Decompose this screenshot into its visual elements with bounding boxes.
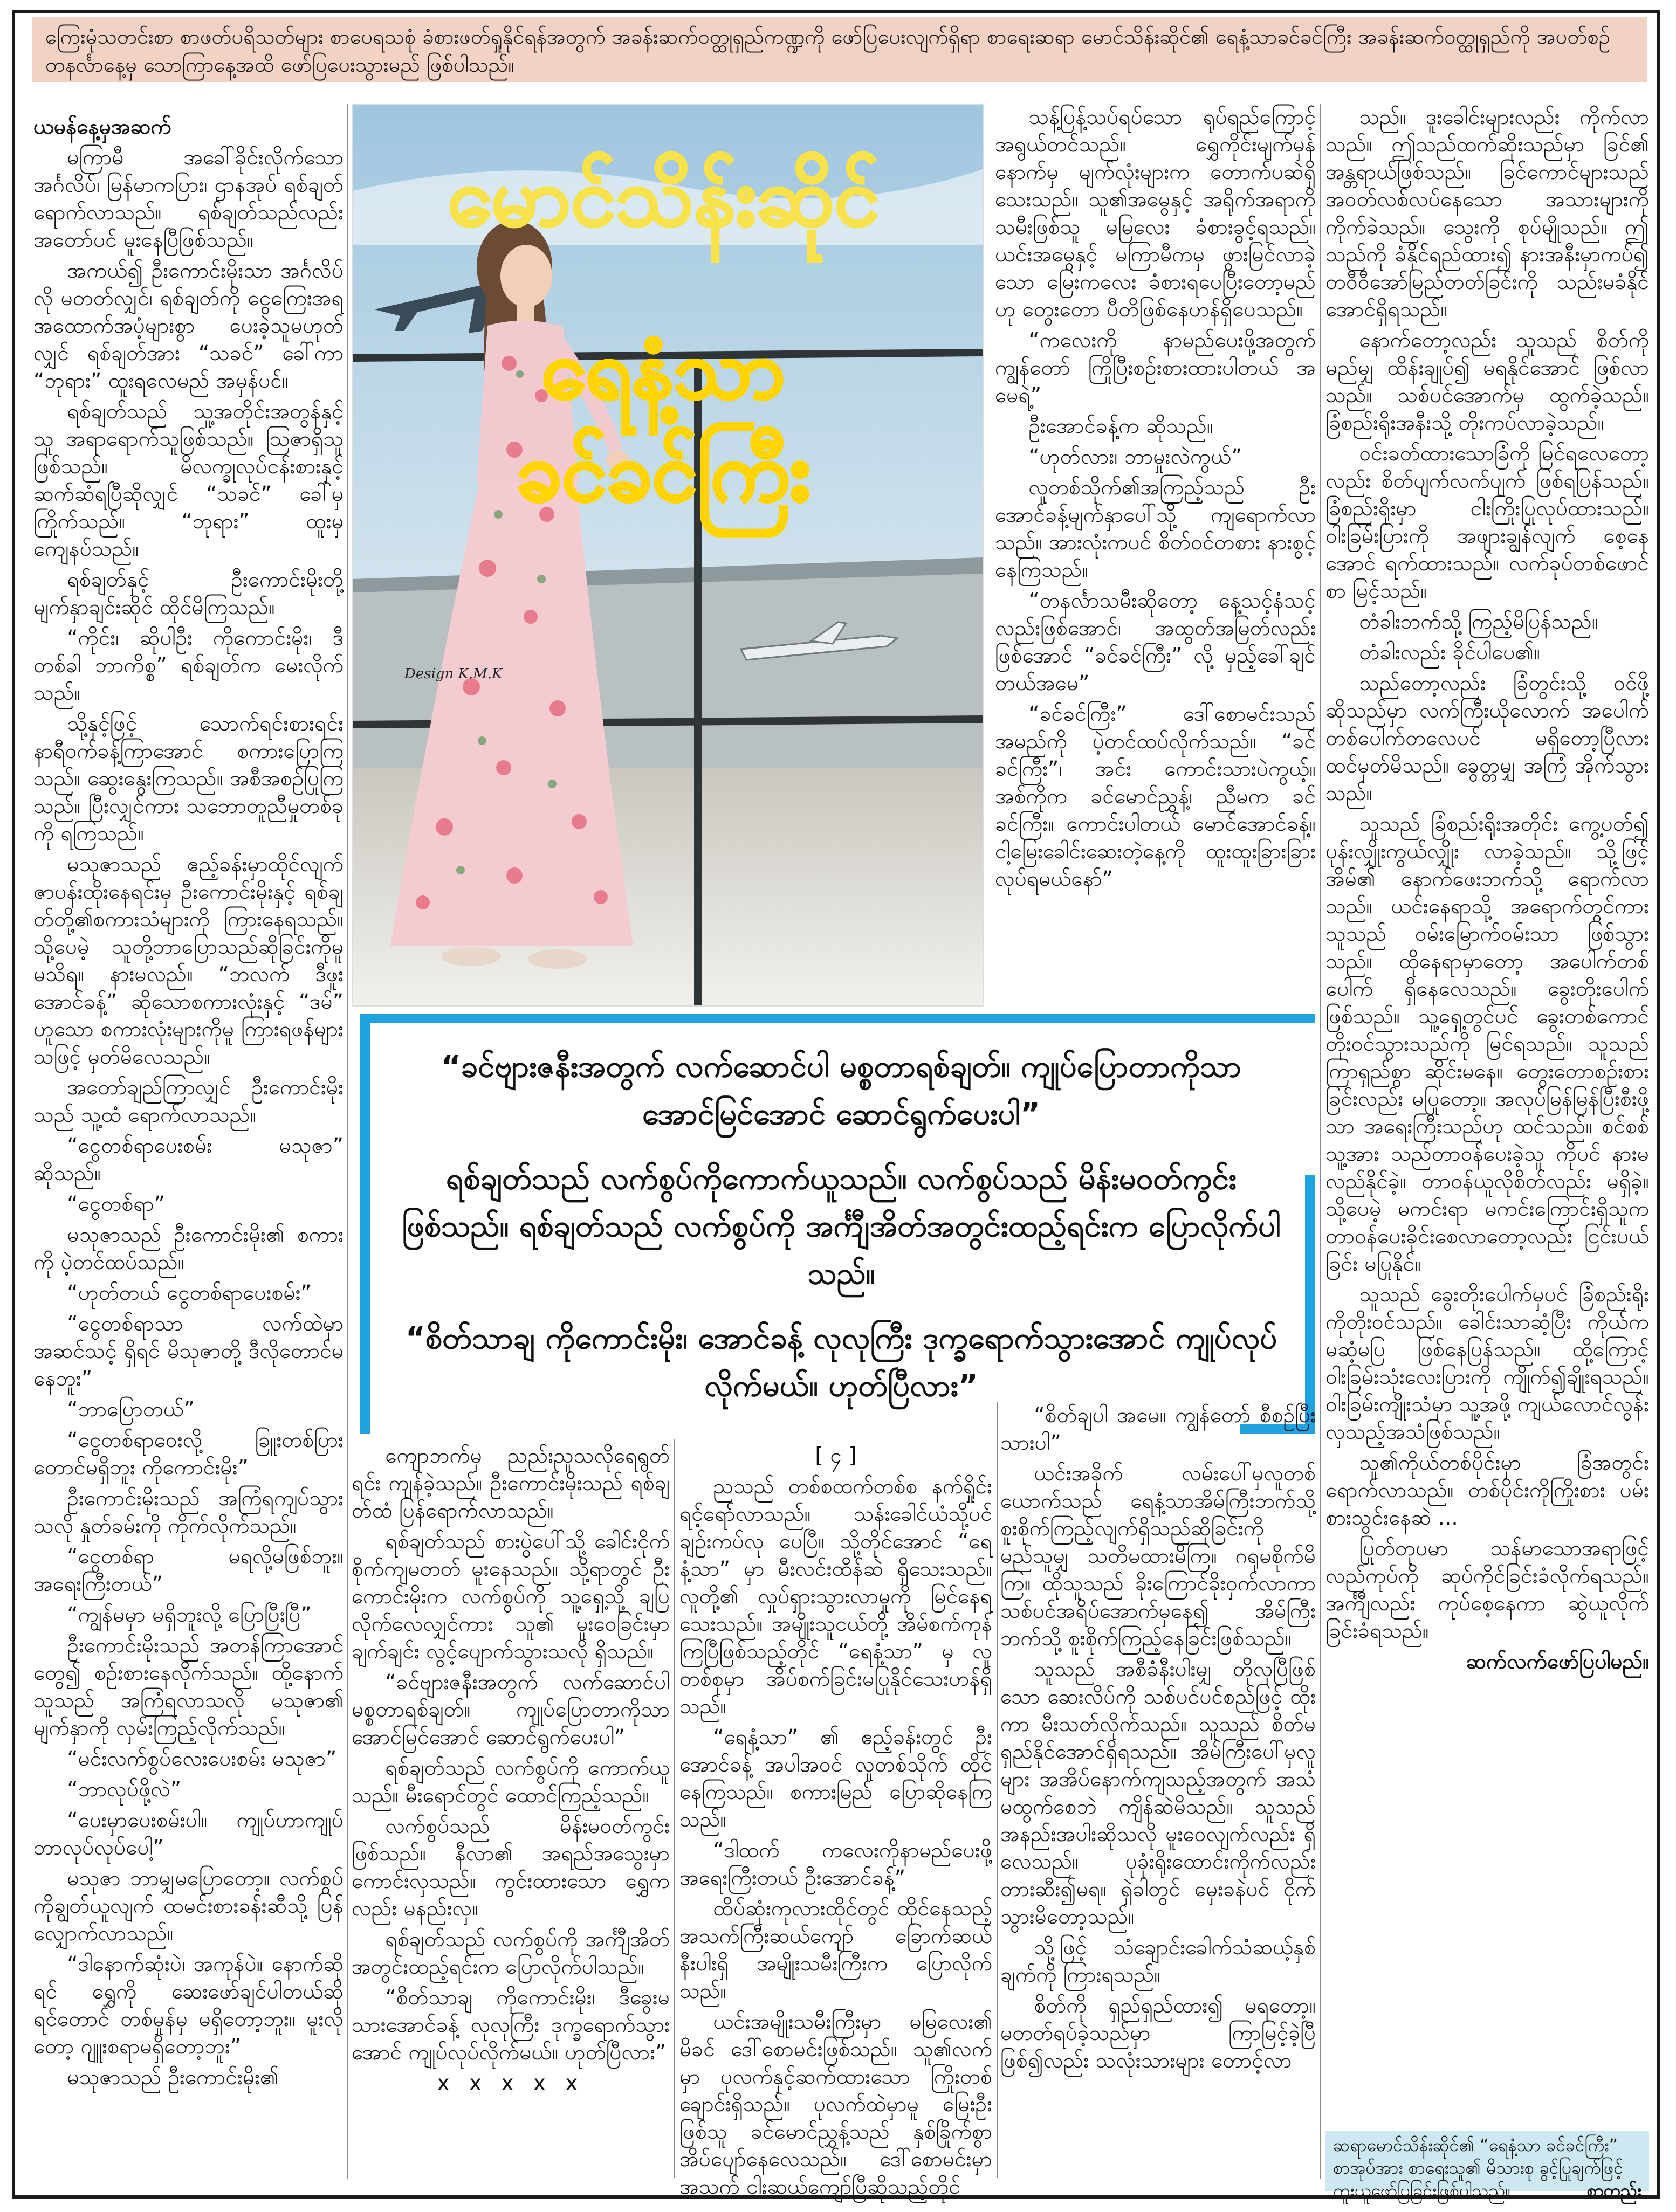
body-paragraph: အကယ်၍ ဦးကောင်းမိုးသာ အင်္ဂလိပ်လို မတတ်လျှင်၊ ရစ်ချတ်ကို ငွေကြေးအရ အထောက်အပံ့များစွာ ပေးခဲ့သူမဟုတ်လျှင် ရစ်ချတ်အား “သခင်” ခေါ်ကာ “ဘုရား” ထူးရလေမည် အမှန်ပင်။	[33, 259, 344, 393]
body-paragraph: “ရေနံ့သာ” ၏ ဧည့်ခန်းတွင် ဦးအောင်ခန့် အပါအဝင် လူတစ်သိုက် ထိုင်နေကြသည်။ စကားမြည် ပြောဆိုနေကြသည်။	[679, 1725, 992, 1832]
column-divider	[347, 104, 348, 2179]
source-note	[1325, 2131, 1649, 2201]
body-paragraph: “တနင်္လာသမီးဆိုတော့ နေ့သင့်နံသင့်လည်းဖြစ်အောင်၊ အထွတ်အမြတ်လည်း ဖြစ်အောင် “ခင်ခင်ကြီး” လို့ မှည့်ခေါ်ချင်တယ်အမေ”	[995, 589, 1316, 695]
body-paragraph: ဦးကောင်းမိုးသည် အကြံရကျပ်သွားသလို နှုတ်ခမ်းကို ကိုက်လိုက်သည်။	[33, 1486, 344, 1538]
pull-quote-line: ရစ်ချတ်သည် လက်စွပ်ကိုကောက်ယူသည်။ လက်စွပ်သည် မိန်းမဝတ်ကွင်းဖြစ်သည်။ ရစ်ချတ်သည် လက်စွပ်ကို အင်္ကျီအိတ်အတွင်းထည့်ရင်းက ပြောလိုက်ပါသည်။	[402, 1161, 1281, 1291]
body-paragraph: “ငွေတစ်ရာ မရလို့မဖြစ်ဘူး။ အရေးကြီးတယ်”	[33, 1545, 344, 1596]
body-paragraph: မသုဇာ ဘာမျှမပြောတော့။ လက်စွပ်ကိုချွတ်ယူလျက် ထမင်းစားခန်းဆီသို့ ပြန်လျှောက်လာသည်။	[33, 1866, 344, 1946]
body-paragraph: “ဘာလုပ်ဖို့လဲ”	[67, 1777, 182, 1802]
body-paragraph: ဦးကောင်းမိုးသည် အတန်ကြာအောင် တွေ၍ စဉ်းစားနေလိုက်သည်။ ထို့နောက် သူသည် အကြံရလာသလို မသုဇာ၏ မျက်နှာကို လှမ်းကြည့်လိုက်သည်။	[33, 1634, 344, 1740]
body-paragraph: “ဟုတ်လား၊ ဘာမှုးလဲကွယ်”	[1028, 445, 1242, 469]
title-line-2: ခင်ခင်ကြီး	[516, 424, 810, 519]
body-paragraph: မကြာမီ အခေါ်ခိုင်းလိုက်သော အင်္ဂလိပ်၊ မြန်မာကပြား၊ ဌာနအုပ် ရစ်ချတ် ရောက်လာသည်။ ရစ်ချတ်သည်လည်း အတော်ပင် မူးနေပြီဖြစ်သည်။	[33, 146, 344, 252]
body-paragraph: “ကလေးကို နာမည်ပေးဖို့အတွက် ကျွန်တော် ကြိုပြီးစဉ်းစားထားပါတယ် အမေရဲ့”	[995, 328, 1316, 408]
body-paragraph: “စိတ်ချပါ အမေ။ ကျွန်တော် စီစဉ်ပြီးသားပါ”	[1000, 1403, 1316, 1455]
body-paragraph: “ပေးမှာပေးစမ်းပါ။ ကျုပ်ဟာကျုပ် ဘာလုပ်လုပ်ပေါ့”	[33, 1808, 344, 1860]
body-paragraph: သို့နှင့်ဖြင့် သောက်ရင်းစားရင်း နာရီဝက်ခန့်ကြာအောင် စကားပြောကြသည်။ ဆွေးနွေးကြသည်။ အစီအစဉ်ပြုကြသည်။ ပြီးလျှင်ကား သဘောတူညီမှုတစ်ခုကို ရကြသည်။	[33, 712, 344, 846]
column-1	[33, 113, 344, 2183]
column-2-bottom	[352, 1442, 670, 2183]
source-note-text: ဆရာမောင်သိန်းဆိုင်၏ “ရေနံ့သာ ခင်ခင်ကြီး” စာအုပ်အား စာရေးသူ၏ မိသားစု ခွင့်ပြုချက်ဖြင့် ကူးယူဖော်ပြခြင်းဖြစ်ပါသည်။	[1333, 2135, 1624, 2201]
body-paragraph: ကျောဘက်မှ ညည်းညူသလိုရေရွတ်ရင်း ကျန်ခဲ့သည်။ ဦးကောင်းမိုးသည် ရစ်ချတ်ထံ ပြန်ရောက်လာသည်။	[352, 1444, 670, 1523]
column-5	[1325, 104, 1649, 2123]
column-3-top	[995, 104, 1316, 1009]
body-paragraph: “ကျွန်မမှာ မရှိဘူးလို့ ပြောပြီးပြီ”	[67, 1603, 312, 1627]
body-paragraph: ရစ်ချတ်သည် လက်စွပ်ကို အင်္ကျီအိတ်အတွင်းထည့်ရင်းက ပြောလိုက်ပါသည်။	[352, 1927, 670, 1979]
body-paragraph: ယင်းအမျိုးသမီးကြီးမှာ မမြလေး၏ မိခင် ဒေါ်စောမင်းဖြစ်သည်။ သူ၏လက်မှာ ပုလက်နှင့်ဆက်ထားသော ကြိုးတစ်ချောင်းရှိသည်။ ပုလက်ထဲမှာမူ မြေးဦး ဖြစ်သူ ခင်မောင်ညွှန့်သည် နှစ်ခြိုက်စွာ အိပ်ပျော်နေလေသည်။ ဒေါ်စောမင်းမှာ အသက် ငါးဆယ်ကျော်ပြီဆိုသည့်တိုင်	[679, 2010, 992, 2199]
body-paragraph: “ဘာပြောတယ်”	[67, 1397, 195, 1422]
body-paragraph: “ငွေတစ်ရာပေးစမ်း မသုဇာ” ဆိုသည်။	[33, 1134, 344, 1186]
body-paragraph: ယင်းအခိုက် လမ်းပေါ်မှလူတစ်ယောက်သည် ရေနံ့သာအိမ်ကြီးဘက်သို့ စူးစိုက်ကြည့်လျက်ရှိသည်ဆိုခြင်းကို မည်သူမျှ သတိမထားမိကြ။ ဂရုမစိုက်မိကြ။ ထိုသူသည် ခိုးကြောင်ခိုးဝှက်လာကာ သစ်ပင်အရိပ်အောက်မှနေ၍ အိမ်ကြီးဘက်သို့ စူးစိုက်ကြည့်နေခြင်းဖြစ်သည်။	[1000, 1462, 1316, 1651]
illustration-credit: Design K.M.K	[404, 666, 503, 682]
body-paragraph: “စိတ်သာချ ကိုကောင်းမိုး၊ ဒီခွေးမသားအောင်ခန့် လုလုကြီး ဒုက္ခရောက်သွားအောင် ကျုပ်လုပ်လိုက်မယ်။ ဟုတ်ပြီလား”	[352, 1986, 670, 2065]
body-paragraph: တံခါးလည်း ခိုင်ပါပေ၏။	[1359, 640, 1541, 665]
body-paragraph: သည်။ ဒူးခေါင်းများလည်း ကိုက်လာသည်။ ဤသည်ထက်ဆိုးသည်မှာ ခြင်၏ အန္တရာယ်ဖြစ်သည်။ ခြင်ကောင်များသည် အဝတ်လစ်လပ်နေသော အသားများကို ကိုက်ခဲသည်။ သွေးကို စုပ်မျိုသည်။ ဤသည်ကို ခံနိုင်ရည်ထား၍ နားအနီးမှာကပ်၍ တဝီဝီအော်မြည်တတ်ခြင်းကို သည်းမခံနိုင်အောင်ရှိရသည်။	[1325, 105, 1649, 322]
body-paragraph: ညသည် တစ်စထက်တစ်စ နက်ရှိုင်းရင့်ရော်လာသည်။ သန်းခေါင်ယံသို့ပင် ချဉ်းကပ်လု ပေပြီ။ သို့တိုင်အောင် “ရေနံ့သာ” မှာ မီးလင်းထိန်ဆဲ ရှိသေးသည်။ လူတို့၏ လှုပ်ရှားသွားလာမှုကို မြင်နေရသေးသည်။ အမျိုးသူငယ်တို့ အိမ်စက်ကုန်ကြပြီဖြစ်သည့်တိုင် “ရေနံ့သာ” မှ လူတစ်စုမှာ အိပ်စက်ခြင်းမပြုနိုင်သေးဟန်ရှိသည်။	[679, 1474, 992, 1719]
column-divider	[997, 1402, 998, 2178]
pull-quote-frame-right	[1305, 1175, 1315, 1434]
story-title	[377, 146, 949, 523]
body-paragraph: လက်စွပ်သည် မိန်းမဝတ်ကွင်းဖြစ်သည်။ နီလာ၏ အရည်အသွေးမှာ ကောင်းလှသည်။ ကွင်းထားသော ရွှေကလည်း မနည်းလှ။	[352, 1814, 670, 1921]
body-paragraph: သူသည် အစီခံနီးပါးမျှ တိုလှပြီဖြစ်သော ဆေးလိပ်ကို သစ်ပင်ပင်စည်ဖြင့် ထိုးကာ မီးသတ်လိုက်သည်။ သူသည် စိတ်မရှည်နိုင်အောင်ရှိရသည်။ အိမ်ကြီးပေါ်မှလူများ အအိပ်နောက်ကျသည့်အတွက် အသံမထွက်စေဘဲ ကျိန်ဆဲမိသည်။ သူသည် အနည်းအပါးဆိုသလို မူးဝေလျက်လည်း ရှိလေသည်။ ပုခုံးရိုးထောင်းကိုက်လည်း တားဆီး၍မရ။ ရှဲခါတွင် မှေးခနဲပင် ငိုက်သွားမိတော့သည်။	[1000, 1657, 1316, 1929]
body-paragraph: “ငွေတစ်ရာသာ လက်ထဲမှာအဆင်သင့် ရှိရင် မိသုဇာတို့ ဒီလိုတောင်မနေဘူး”	[33, 1312, 344, 1391]
pull-quote-line: “ခင်ဗျားဇနီးအတွက် လက်ဆောင်ပါ မစ္စတာရစ်ချတ်။ ကျုပ်ပြောတာကိုသာ အောင်မြင်အောင် ဆောင်ရွက်ပေးပါ”	[441, 1049, 1242, 1132]
body-paragraph: ဝင်းခတ်ထားသောခြံကို မြင်ရလေတော့လည်း စိတ်ပျက်လက်ပျက် ဖြစ်ရပြန်သည်။ ခြံစည်းရိုးမှာ ငါးကြိုးပြုလုပ်ထားသည်။ ဝါးခြမ်းပြားကို အဖျားချွန်လျက် စေ့နေအောင် ရက်ထားသည်။ လက်ခုပ်တစ်ဖောင်စာ မြင့်သည်။	[1325, 442, 1649, 603]
body-paragraph: ရစ်ချတ်သည် စားပွဲပေါ်သို့ ခေါင်းငိုက်စိုက်ကျမတတ် မူးနေသည်။ သို့ရာတွင် ဦးကောင်းမိုးက လက်စွပ်ကို သူ့ရှေ့သို့ ချပြလိုက်လေလျှင်ကား သူ၏ မူးဝေခြင်းမှာ ချက်ချင်း လွင့်ပျောက်သွားသလို ရှိသည်။	[352, 1529, 670, 1664]
body-paragraph: သို့ဖြင့် သံချောင်းခေါက်သံဆယ့်နှစ်ချက်ကို ကြားရသည်။	[1000, 1935, 1316, 1987]
author-title: မောင်သိန်းဆိုင်	[447, 149, 880, 244]
column-3-bottom	[679, 1442, 992, 2199]
body-paragraph: x x x x x	[437, 2071, 585, 2096]
body-paragraph: ဦးအောင်ခန့်က ဆိုသည်။	[1028, 414, 1213, 438]
body-paragraph: သူ၏ကိုယ်တစ်ပိုင်းမှာ ခြံအတွင်း ရောက်လာသည်။ တစ်ပိုင်းကိုကြိုးစား ပမ်းစားသွင်းနေဆဲ ...	[1325, 1451, 1649, 1530]
body-paragraph: “ခင်ဗျားဇနီးအတွက် လက်ဆောင်ပါ မစ္စတာရစ်ချတ်။ ကျုပ်ပြောတာကိုသာ အောင်မြင်အောင် ဆောင်ရွက်ပေးပါ”	[352, 1670, 670, 1749]
body-paragraph: “မင်းလက်စွပ်လေးပေးစမ်း မသုဇာ”	[67, 1747, 337, 1771]
body-paragraph: ရစ်ချတ်သည် လက်စွပ်ကို ကောက်ယူသည်။ မီးရောင်တွင် ထောင်ကြည့်သည်။	[352, 1756, 670, 1808]
body-paragraph: “ကိုင်း၊ ဆိုပါဦး ကိုကောင်းမိုး၊ ဒီတစ်ခါ ဘာကိစ္စ” ရစ်ချတ်က မေးလိုက်သည်။	[33, 626, 344, 705]
body-paragraph: “ငွေတစ်ရာ”	[67, 1192, 165, 1216]
editor-signature: စာတည်း	[1586, 2180, 1641, 2201]
column-divider	[674, 1439, 675, 2178]
body-paragraph: တံခါးဘက်သို့ ကြည့်မိပြန်သည်။	[1359, 610, 1598, 634]
intro-banner: ကြေးမုံသတင်းစာ စာဖတ်ပရိသတ်များ စာပေရသစုံ ခံစားဖတ်ရှုနိုင်ရန်အတွက် အခန်းဆက်ဝတ္ထုရှည်ကဏ္ဍကို ဖော်ပြပေးလျက်ရှိရာ စာရေးဆရာ မောင်သိန်းဆိုင်၏ ရေနံ့သာခင်ခင်ကြီး အခန်းဆက်ဝတ္ထုရှည်ကို အပတ်စဉ် တနင်္လာနေ့မှ သောကြာနေ့အထိ ဖော်ပြပေးသွားမည် ဖြစ်ပါသည်။	[32, 17, 1647, 82]
body-paragraph: သည်တော့လည်း ခြံတွင်းသို့ ဝင်ဖို့ ဆိုသည်မှာ လက်ကြီးယိုလောက် အပေါက်တစ်ပေါက်တလေပင် မရှိတော့ပြီလား ထင်မှတ်မိသည်။ ခွေတ္တမျှ အကြံ အိုက်သွားသည်။	[1325, 671, 1649, 805]
column-4-bottom	[1000, 1402, 1316, 2183]
body-paragraph: နောက်တော့လည်း သူသည် စိတ်ကို မည်မျှ ထိန်းချုပ်၍ မရနိုင်အောင် ဖြစ်လာသည်။ သစ်ပင်အောက်မှ ထွက်ခဲ့သည်။ ခြံစည်းရိုးအနီးသို့ တိုးကပ်လာခဲ့သည်။	[1325, 328, 1649, 435]
body-paragraph: “ဟုတ်တယ် ငွေတစ်ရာပေးစမ်း”	[67, 1281, 312, 1305]
title-line-1: ရေနံ့သာ	[541, 322, 785, 417]
body-paragraph: လူတစ်သိုက်၏အကြည့်သည် ဦးအောင်ခန့်မျက်နှာပေါ်သို့ ကျရောက်လာသည်။ အားလုံးကပင် စိတ်ဝင်တစား နားစွင့်နေကြသည်။	[995, 476, 1316, 582]
body-paragraph: “ဒါနောက်ဆုံးပဲ၊ အကုန်ပဲ။ နောက်ဆိုရင် ရွှေကို ဆေးဖော်ချင်ပါတယ်ဆိုရင်တောင် တစ်မှုန်မှ မရှိတော့ဘူး။ မူးလိုတော့ ဂျူးစရာမရှိတော့ဘူး”	[33, 1952, 344, 2059]
body-paragraph: မသုဇာသည် ဦးကောင်းမိုး၏ စကားကို ပဲ့တင်ထပ်သည်။	[33, 1223, 344, 1274]
pull-quote-line: “စိတ်သာချ ကိုကောင်းမိုး၊ အောင်ခန့် လုလုကြီး ဒုက္ခရောက်သွားအောင် ကျုပ်လုပ်လိုက်မယ်။ ဟုတ်ပြီလား”	[405, 1321, 1277, 1403]
body-paragraph: စိတ်ကို ရှည်ရှည်ထား၍ မရတော့။ မတတ်ရပ်ခဲ့သည်မှာ ကြာမြင့်ခဲ့ပြီဖြစ်၍လည်း သလုံးသားများ တောင့်လာ	[1000, 1994, 1316, 2073]
body-paragraph: “ဒါထက် ကလေးကိုနာမည်ပေးဖို့ အရေးကြီးတယ် ဦးအောင်ခန့်”	[679, 1838, 992, 1890]
body-paragraph: သန့်ပြန့်သပ်ရပ်သော ရုပ်ရည်ကြောင့် အရွယ်တင်သည်။ ရွှေကိုင်းမျက်မှန်နောက်မှ မျက်လုံးများက တောက်ပဆဲရှိသေးသည်။ သူ၏အမွေနှင့် အရိုက်အရာကို သမီးဖြစ်သူ မမြလေး ခံစားခွင့်ရသည်။ ယင်းအမွေနှင့် မကြာမီကမှ ဖွားမြင်လာခဲ့သော မြေးကလေး ခံစားရပေပြီးတော့မည်ဟု တွေးတော ပီတိဖြစ်နေဟန်ရှိပေသည်။	[995, 105, 1316, 322]
body-paragraph: ထိပ်ဆုံးကုလားထိုင်တွင် ထိုင်နေသည့် အသက်ကြီးဆယ်ကျော် ခြောက်ဆယ်နီးပါးရှိ အမျိုးသမီးကြီးက ပြောလိုက်သည်။	[679, 1897, 992, 2003]
continued-note: ဆက်လက်ဖော်ပြပါမည်။	[1466, 1650, 1649, 1674]
column-divider	[1320, 104, 1321, 2179]
continued-heading: ယမန်နေ့မှအဆက်	[33, 115, 171, 139]
body-paragraph: ရစ်ချတ်နှင့် ဦးကောင်းမိုးတို့ မျက်နှာချင်းဆိုင် ထိုင်မိကြသည်။	[33, 568, 344, 619]
body-paragraph: “ငွေတစ်ရာဝေးလို့ ခြူးတစ်ပြားတောင်မရှိဘူး ကိုကောင်းမိုး”	[33, 1428, 344, 1480]
body-paragraph: ပြုတ်တုပမာ သန်မာသောအရာဖြင့် လည်ကုပ်ကို ဆုပ်ကိုင်ခြင်းခံလိုက်ရသည်။ အင်္ကျီလည်း ကုပ်စေ့နေကာ ဆွဲယူလိုက်ခြင်းခံရသည်။	[1325, 1536, 1649, 1643]
body-paragraph: [ ၄ ]	[815, 1444, 857, 1468]
body-paragraph: သူသည် ခြံစည်းရိုးအတိုင်း ကွေ့ပတ်၍ ပုန်းလျှိုးကွယ်လျှိုး လာခဲ့သည်။ သို့ဖြင့် အိမ်၏ နောက်ဖေးဘက်သို့ ရောက်လာသည်။ ယင်းနေရာသို့ အရောက်တွင်ကား သူသည် ဝမ်းမြောက်ဝမ်းသာ ဖြစ်သွားသည်။ ထိုနေရာမှာတော့ အပေါက်တစ်ပေါက် ရှိနေလေသည်။ ခွေးတိုးပေါက်ဖြစ်သည်။ သူ့ရှေ့တွင်ပင် ခွေးတစ်ကောင် တိုးဝင်သွားသည်ကို မြင်ရသည်။ သူသည် ကြာရှည်စွာ ဆိုင်းမနေ။ တွေးတောစဉ်းစားခြင်းလည်း မပြုတော့။ အလုပ်မြန်မြန်ပြီးစီးဖို့သာ အရေးကြီးသည်ဟု ထင်သည်။ စင်စစ် သူ့အား သည်တာဝန်ပေးခဲ့သူ ကိုပင် နားမလည်နိုင်ခဲ့။ တာဝန်ယူလိုစိတ်လည်း မရှိခဲ့။ သို့ပေမဲ့ မကင်းရာ မကင်းကြောင်းရှိသူက တာဝန်ပေးခိုင်းစေလာတော့လည်း ငြင်းပယ်ခြင်း မပြုနိုင်။	[1325, 812, 1649, 1276]
body-paragraph: အတော်ချည်ကြာလျှင် ဦးကောင်းမိုးသည် သူ့ထံ ရောက်လာသည်။	[33, 1076, 344, 1127]
body-paragraph: “ခင်ခင်ကြီး” ဒေါ်စောမင်းသည် အမည်ကို ပဲ့တင်ထပ်လိုက်သည်။ “ခင်ခင်ကြီး”၊ အင်း ကောင်းသားပဲကွယ့်။ အစ်ကိုက ခင်မောင်ညွှန့်၊ ညီမက ခင်ခင်ကြီး။ ကောင်းပါတယ် မောင်အောင်ခန့်။ ငါ့မြေးခေါင်းဆေးတဲ့နေ့ကို ထူးထူးခြားခြားလုပ်ရမယ်နော်”	[995, 702, 1316, 891]
pull-quote	[399, 1043, 1283, 1427]
body-paragraph: ရစ်ချတ်သည် သူ့အတိုင်းအတွန်နှင့်သူ အရာရောက်သူဖြစ်သည်။ ဩဇာရှိသူဖြစ်သည်။ မိလက္ခုလုပ်ငန်းစားနှင့် ဆက်ဆံရပြီဆိုလျှင် “သခင်” ခေါ်မှ ကြိုက်သည်။ “ဘုရား” ထူးမှ ကျေနပ်သည်။	[33, 399, 344, 561]
body-paragraph: သူသည် ခွေးတိုးပေါက်မှပင် ခြံစည်းရိုးကိုတိုးဝင်သည်။ ခေါင်းသာဆံ့ပြီး ကိုယ်က မဆံ့မပြ ဖြစ်နေပြန်သည်။ ထို့ကြောင့် ဝါးခြမ်းသုံးလေးပြားကို ကျိုက်၍ချိုးရသည်။ ဝါးခြမ်းကျိုးသံမှာ သူ့အဖို့ ကျယ်လောင်လွန်းလှသည့်အသံဖြစ်သည်။	[1325, 1283, 1649, 1444]
body-paragraph: မသုဇာသည် ဧည့်ခန်းမှာထိုင်လျက် ဇာပန်းထိုးနေရင်းမှ ဦးကောင်းမိုးနှင့် ရစ်ချတ်တို့၏စကားသံများကို ကြားနေရသည်။ သို့ပေမဲ့ သူတို့ဘာပြောသည်ဆိုခြင်းကိုမူ မသိရ။ နားမလည်။ “ဘလက် ဒီဖူး အောင်ခန့်” ဆိုသောစကားလုံးနှင့် “ဒမ်” ဟူသော စကားလုံးများကိုမူ ကြားရဖန်များသဖြင့် မှတ်မိလေသည်။	[33, 852, 344, 1069]
body-paragraph: မသုဇာသည် ဦးကောင်းမိုး၏	[67, 2065, 279, 2090]
